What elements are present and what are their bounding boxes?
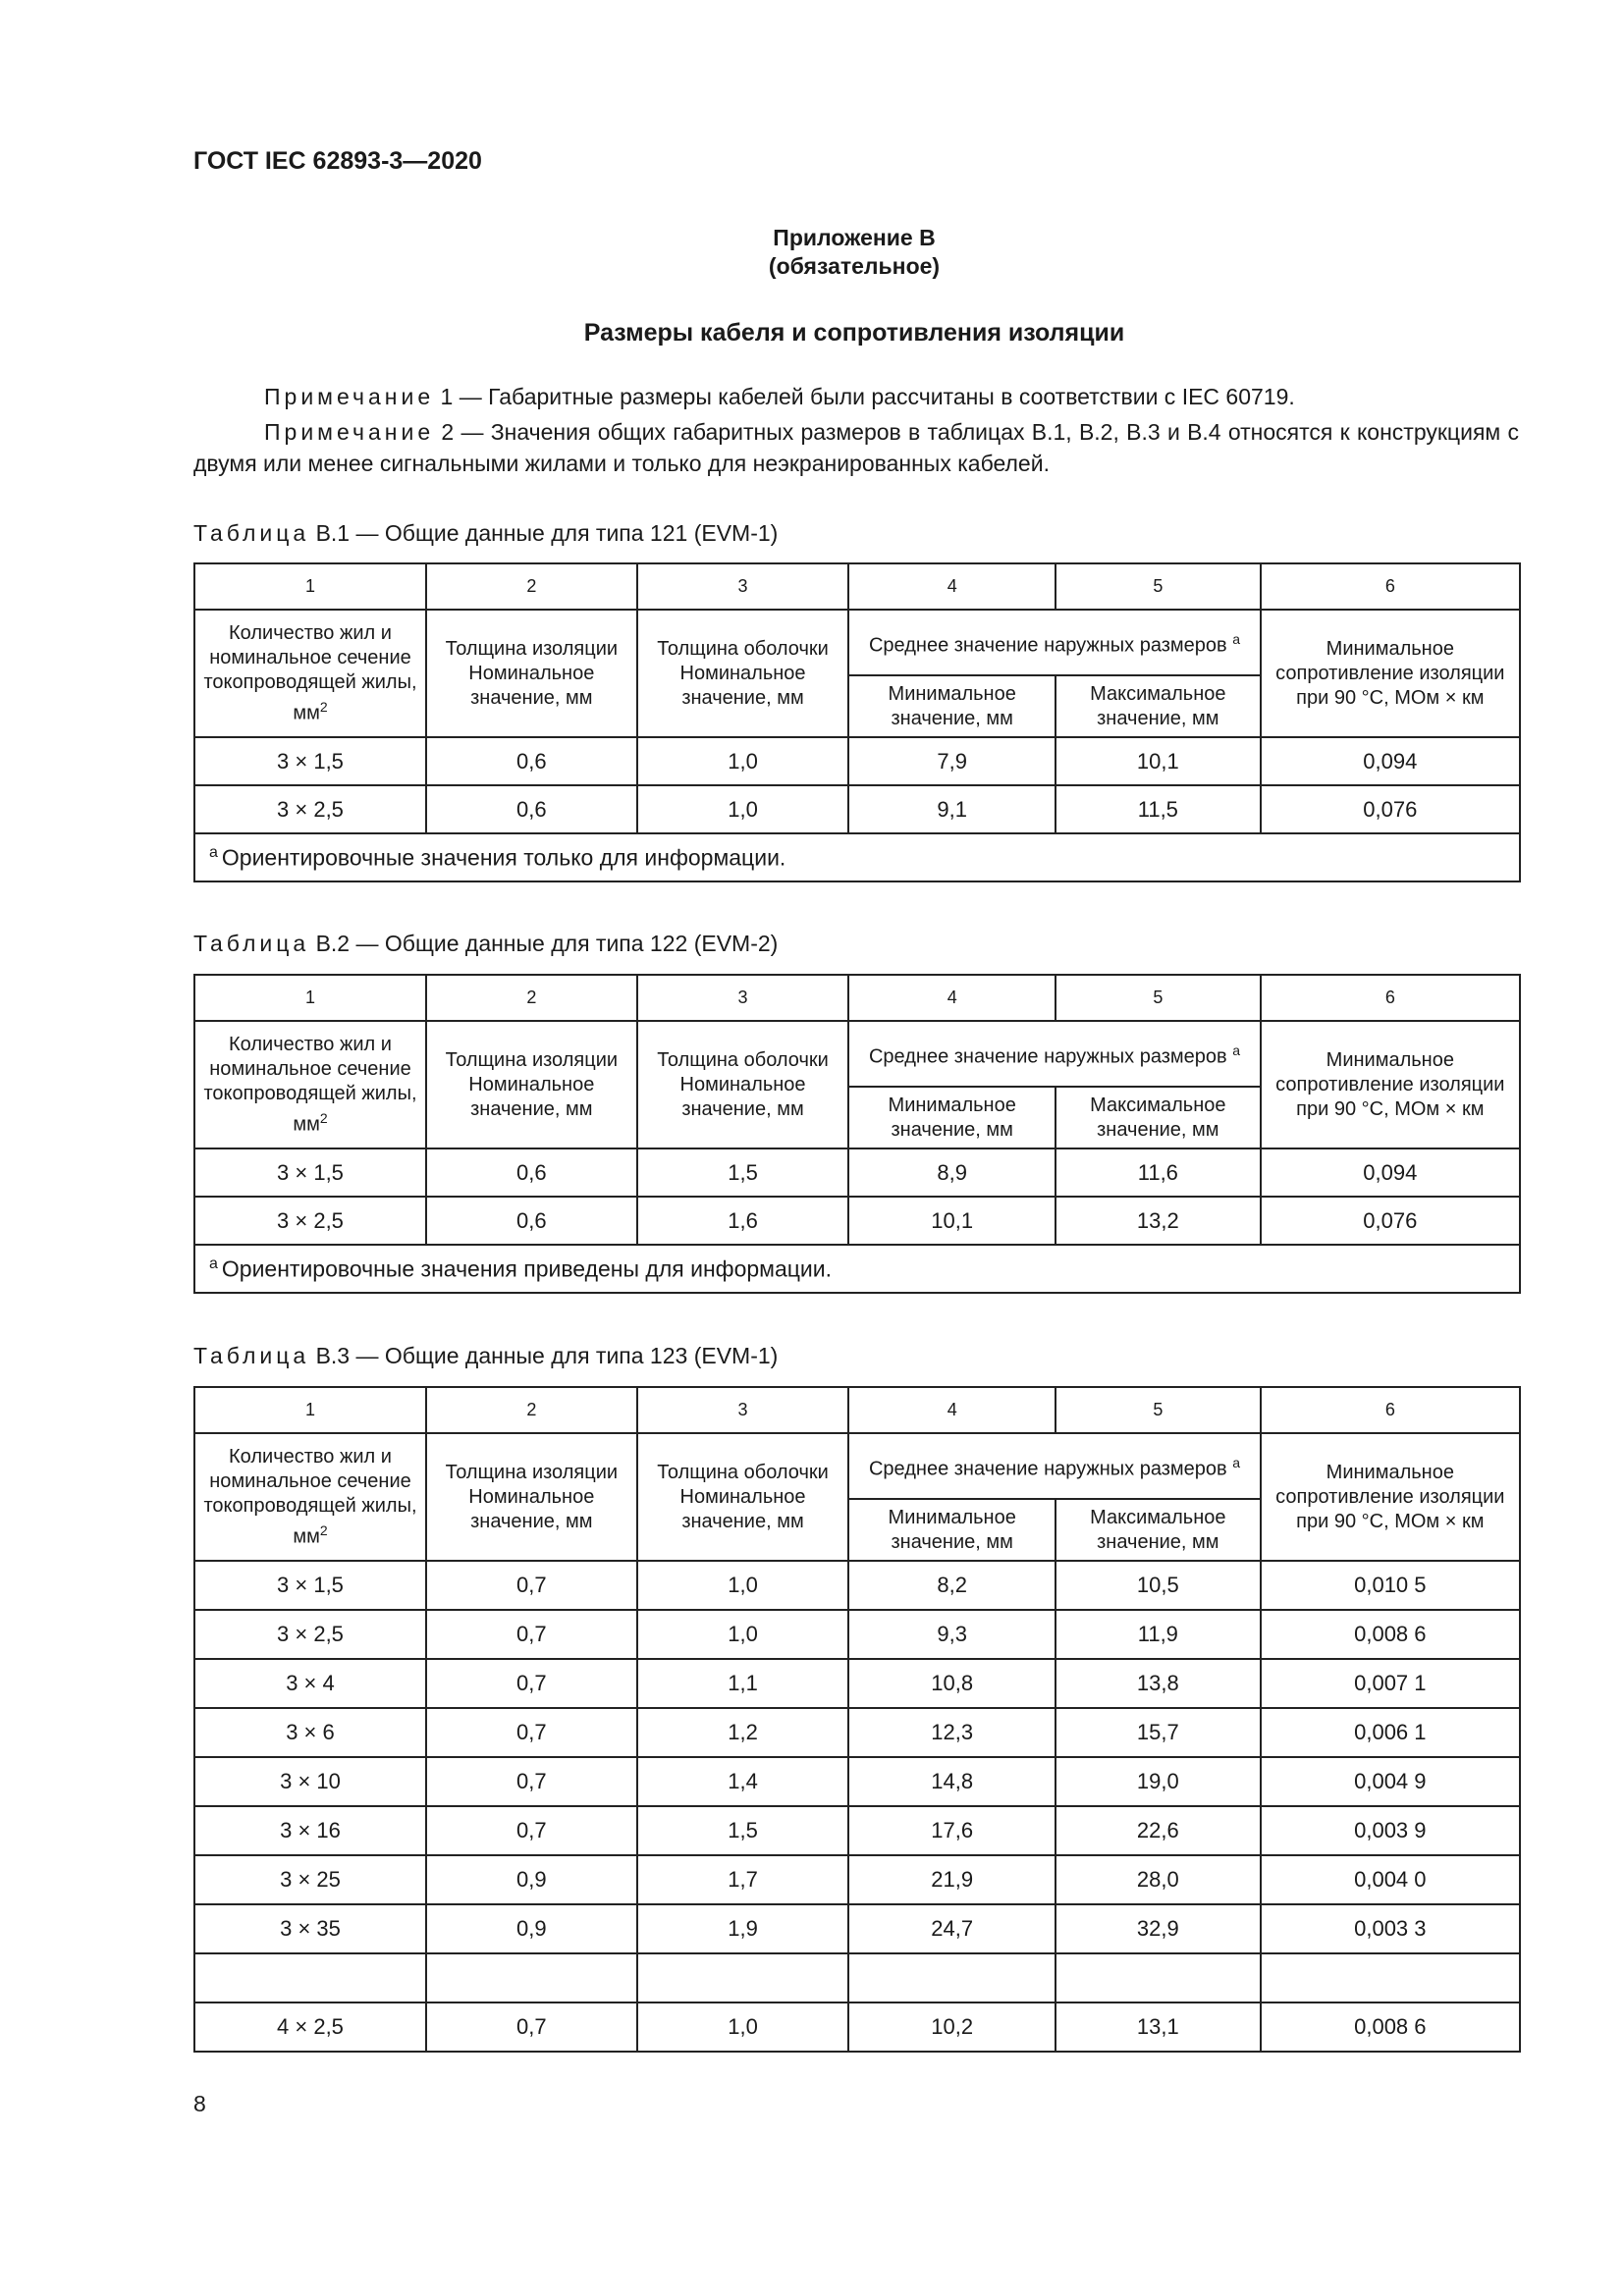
footnote-marker: a [1232,1454,1241,1470]
table-cell: 0,7 [426,1806,637,1855]
header-cores-section-text: Количество жил и номинальное сечение токопроводящей жилы, мм [203,1445,417,1548]
table-row [194,1855,1520,1904]
table-cell: 1,0 [637,1561,849,1610]
column-number-row [194,1387,1520,1433]
note-2 [193,416,1519,479]
table-cell: 0,004 0 [1261,1855,1520,1904]
note-label: Примечание [264,419,435,445]
table-cell: 0,6 [426,1148,637,1197]
header-cores-section-text: Количество жил и номинальное сечение токопроводящей жилы, мм [203,1033,417,1136]
footnote-marker: a [1232,1041,1241,1058]
annex-title [0,224,1624,281]
header-insulation-resistance: Минимальное сопротивление изоляции при 90 °C, МОм × км [1261,1021,1520,1148]
column-number: 3 [637,1387,849,1433]
table-cell: 10,2 [848,2002,1056,2052]
header-row [194,1433,1520,1499]
table-cell: 0,007 1 [1261,1659,1520,1708]
header-max-value: Максимальное значение, мм [1056,1087,1261,1148]
table-cell: 3 × 10 [194,1757,426,1806]
table-cell: 1,2 [637,1708,849,1757]
table-cell: 9,1 [848,785,1056,833]
column-number: 4 [848,563,1056,610]
table-row [194,1708,1520,1757]
header-min-value: Минимальное значение, мм [848,1087,1056,1148]
superscript-2: 2 [319,698,328,715]
header-cores-section [194,1021,426,1148]
header-sheath-thickness: Толщина оболочки Номинальное значение, мм [637,1433,849,1561]
table-cell: 0,003 3 [1261,1904,1520,1953]
footnote-row [194,833,1520,881]
table-caption [193,520,778,547]
table-cell [1056,1953,1261,2002]
table-cell: 10,1 [1056,737,1261,785]
table-cell: 8,9 [848,1148,1056,1197]
table-cell: 24,7 [848,1904,1056,1953]
column-number-row [194,563,1520,610]
table-cell: 0,9 [426,1855,637,1904]
table-cell: 13,2 [1056,1197,1261,1245]
table-cell: 13,1 [1056,2002,1261,2052]
table-cell: 11,9 [1056,1610,1261,1659]
table-cell: 0,7 [426,1757,637,1806]
table-row [194,737,1520,785]
header-row [194,610,1520,675]
table-cell: 0,9 [426,1904,637,1953]
table-cell: 3 × 2,5 [194,1610,426,1659]
table-cell: 22,6 [1056,1806,1261,1855]
table-row [194,1148,1520,1197]
table-cell: 3 × 25 [194,1855,426,1904]
header-mean-dimensions [848,610,1260,675]
table-cell: 1,4 [637,1757,849,1806]
column-number: 6 [1261,975,1520,1021]
table-cell: 4 × 2,5 [194,2002,426,2052]
table-cell [848,1953,1056,2002]
table-row [194,1904,1520,1953]
footnote-marker: a [1232,630,1241,647]
table-cell: 17,6 [848,1806,1056,1855]
table-cell: 0,7 [426,2002,637,2052]
footnote-text: Ориентировочные значения приведены для информации. [221,1255,833,1282]
table-cell: 15,7 [1056,1708,1261,1757]
table-cell: 0,010 5 [1261,1561,1520,1610]
table-cell: 3 × 4 [194,1659,426,1708]
table-cell: 3 × 16 [194,1806,426,1855]
annex-name: Приложение В [773,225,936,250]
table-cell: 32,9 [1056,1904,1261,1953]
table-row [194,1953,1520,2002]
table-cell: 0,006 1 [1261,1708,1520,1757]
header-min-value: Минимальное значение, мм [848,1499,1056,1561]
header-insulation-resistance: Минимальное сопротивление изоляции при 90 °C, МОм × км [1261,610,1520,737]
column-number: 5 [1056,1387,1261,1433]
table-cell: 0,004 9 [1261,1757,1520,1806]
table-cell [194,1953,426,2002]
table-cell: 0,094 [1261,1148,1520,1197]
table-cell: 1,6 [637,1197,849,1245]
table-row [194,1757,1520,1806]
table-cell: 0,6 [426,737,637,785]
table-cell: 0,008 6 [1261,1610,1520,1659]
table-caption-text: В.1 — Общие данные для типа 121 (EVM-1) [309,520,779,546]
table-cell: 3 × 1,5 [194,1148,426,1197]
superscript-2: 2 [319,1109,328,1126]
header-max-value: Максимальное значение, мм [1056,1499,1261,1561]
table-cell [1261,1953,1520,2002]
column-number: 3 [637,563,849,610]
table-cell: 11,6 [1056,1148,1261,1197]
table-caption-label: Таблица [193,1343,310,1368]
column-number-row [194,975,1520,1021]
column-number: 3 [637,975,849,1021]
column-number: 4 [848,975,1056,1021]
table-cell [426,1953,637,2002]
header-insulation-resistance: Минимальное сопротивление изоляции при 90 °C, МОм × км [1261,1433,1520,1561]
table-cell: 11,5 [1056,785,1261,833]
table-cell: 1,5 [637,1806,849,1855]
column-number: 1 [194,975,426,1021]
table-row [194,1659,1520,1708]
table-cell: 3 × 6 [194,1708,426,1757]
column-number: 6 [1261,563,1520,610]
table-cell: 0,7 [426,1708,637,1757]
table-cell: 0,094 [1261,737,1520,785]
header-cores-section-text: Количество жил и номинальное сечение токопроводящей жилы, мм [203,621,417,724]
table-caption-text: В.2 — Общие данные для типа 122 (EVM-2) [309,931,779,956]
table-cell: 3 × 2,5 [194,785,426,833]
table-cell: 0,076 [1261,785,1520,833]
note-label: Примечание [264,384,435,409]
footnote-text: Ориентировочные значения только для информации. [221,844,786,871]
table-cell: 3 × 35 [194,1904,426,1953]
table-cell: 0,003 9 [1261,1806,1520,1855]
table-cell: 0,7 [426,1561,637,1610]
header-mean-dimensions [848,1021,1260,1087]
table-cell: 10,1 [848,1197,1056,1245]
notes [193,381,1519,483]
table-cell: 1,0 [637,737,849,785]
table-caption [193,931,778,957]
table-cell: 9,3 [848,1610,1056,1659]
table-cell: 0,7 [426,1659,637,1708]
document-header: ГОСТ IEC 62893-3—2020 [193,147,482,175]
table-cell: 28,0 [1056,1855,1261,1904]
note-text: 2 — Значения общих габаритных размеров в таблицах В.1, В.2, В.3 и В.4 относятся к конструкциям с двумя или менее сигнальными жилами и только для неэкранированных кабелей. [193,419,1519,476]
table-row [194,1197,1520,1245]
table-row [194,2002,1520,2052]
table-caption [193,1343,778,1369]
table-caption-label: Таблица [193,931,310,956]
table-cell: 13,8 [1056,1659,1261,1708]
table-footnote [194,1245,1520,1293]
header-cores-section [194,610,426,737]
footnote-row [194,1245,1520,1293]
data-table [193,1386,1521,2053]
note-text: 1 — Габаритные размеры кабелей были рассчитаны в соответствии с IEC 60719. [434,384,1295,409]
table-cell: 7,9 [848,737,1056,785]
column-number: 6 [1261,1387,1520,1433]
column-number: 1 [194,563,426,610]
table-cell: 1,0 [637,1610,849,1659]
table-cell: 19,0 [1056,1757,1261,1806]
table-caption-text: В.3 — Общие данные для типа 123 (EVM-1) [309,1343,779,1368]
column-number: 5 [1056,563,1261,610]
page-number: 8 [193,2091,206,2116]
table-cell: 12,3 [848,1708,1056,1757]
header-mean-dimensions-text: Среднее значение наружных размеров [868,1458,1227,1480]
table-cell: 14,8 [848,1757,1056,1806]
table-cell: 1,0 [637,2002,849,2052]
table-cell: 1,7 [637,1855,849,1904]
table-cell: 3 × 1,5 [194,1561,426,1610]
table-row [194,1561,1520,1610]
column-number: 2 [426,563,637,610]
section-title: Размеры кабеля и сопротивления изоляции [583,319,1125,347]
table-cell: 0,6 [426,785,637,833]
table-cell: 0,008 6 [1261,2002,1520,2052]
header-min-value: Минимальное значение, мм [848,675,1056,737]
column-number: 4 [848,1387,1056,1433]
table-cell: 1,5 [637,1148,849,1197]
table-cell: 8,2 [848,1561,1056,1610]
column-number: 2 [426,1387,637,1433]
header-sheath-thickness: Толщина оболочки Номинальное значение, мм [637,610,849,737]
table-caption-label: Таблица [193,520,310,546]
header-mean-dimensions-text: Среднее значение наружных размеров [868,634,1227,657]
header-insulation-thickness: Толщина изоляции Номинальное значение, мм [426,610,637,737]
column-number: 1 [194,1387,426,1433]
header-max-value: Максимальное значение, мм [1056,675,1261,737]
footnote-mark: a [209,1255,218,1272]
header-sheath-thickness: Толщина оболочки Номинальное значение, мм [637,1021,849,1148]
table-cell: 1,9 [637,1904,849,1953]
table-footnote [194,833,1520,881]
table-cell: 0,6 [426,1197,637,1245]
table-cell: 10,8 [848,1659,1056,1708]
table-row [194,1610,1520,1659]
table-cell: 0,076 [1261,1197,1520,1245]
superscript-2: 2 [319,1522,328,1538]
column-number: 2 [426,975,637,1021]
note-1 [193,381,1519,412]
header-mean-dimensions [848,1433,1260,1499]
data-table [193,562,1521,882]
table-cell: 0,7 [426,1610,637,1659]
column-number: 5 [1056,975,1261,1021]
footnote-mark: a [209,843,218,861]
header-row [194,1021,1520,1087]
table-row [194,1806,1520,1855]
header-insulation-thickness: Толщина изоляции Номинальное значение, мм [426,1021,637,1148]
table-cell: 21,9 [848,1855,1056,1904]
annex-status: (обязательное) [768,253,941,279]
table-cell: 1,1 [637,1659,849,1708]
header-cores-section [194,1433,426,1561]
table-cell [637,1953,849,2002]
data-table [193,974,1521,1294]
table-cell: 10,5 [1056,1561,1261,1610]
table-row [194,785,1520,833]
header-mean-dimensions-text: Среднее значение наружных размеров [868,1045,1227,1068]
table-cell: 3 × 1,5 [194,737,426,785]
header-insulation-thickness: Толщина изоляции Номинальное значение, мм [426,1433,637,1561]
table-cell: 1,0 [637,785,849,833]
table-cell: 3 × 2,5 [194,1197,426,1245]
